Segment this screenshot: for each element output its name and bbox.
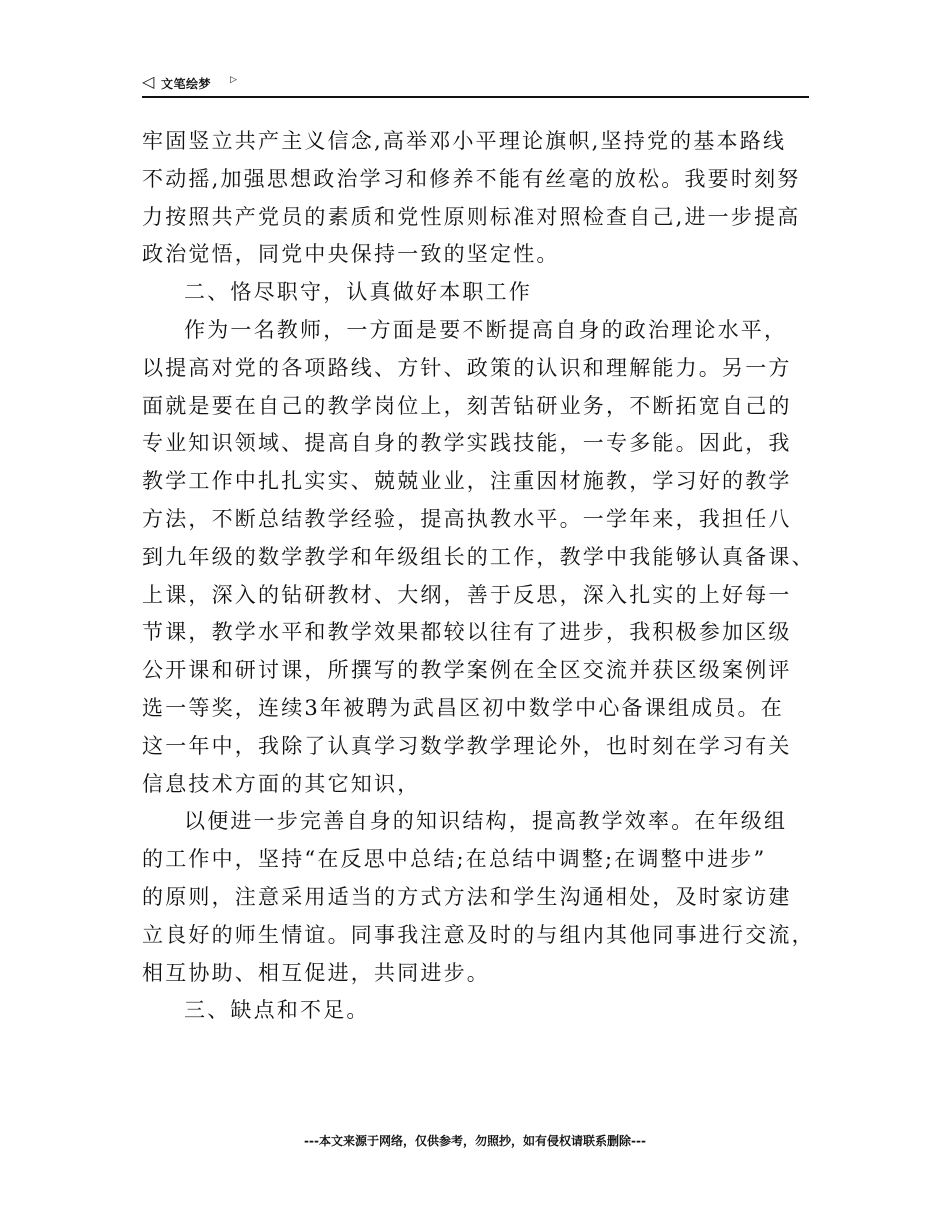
triangle-left-icon: ◁	[142, 72, 155, 91]
text-line: 这一年中，我除了认真学习数学教学理论外，也时刻在学习有关	[142, 733, 792, 758]
page-footer: ---本文来源于网络，仅供参考，勿照抄，如有侵权请联系删除---	[304, 1134, 646, 1148]
text-line: 的工作中，坚持“在反思中总结;在总结中调整;在调整中进步”	[142, 847, 767, 872]
text-line: 以便进一步完善自身的知识结构，提高教学效率。在年级组	[184, 809, 788, 834]
text-line: 信息技术方面的其它知识，	[142, 771, 421, 796]
text-line: 政治觉悟，同党中央保持一致的坚定性。	[142, 242, 560, 267]
text-line: 相互协助、相互促进，共同进步。	[142, 960, 490, 985]
text-line: 到九年级的数学教学和年级组长的工作，教学中我能够认真备课、	[142, 544, 815, 569]
text-line: 面就是要在自己的教学岗位上，刻苦钻研业务，不断拓宽自己的	[142, 393, 792, 418]
text-line: 选一等奖，连续3年被聘为武昌区初中数学中心备课组成员。在	[142, 695, 784, 720]
text-line: 教学工作中扎扎实实、兢兢业业，注重因材施教，学习好的教学	[142, 469, 792, 494]
text-line: 不动摇,加强思想政治学习和修养不能有丝毫的放松。我要时刻努	[142, 166, 801, 191]
text-line: 以提高对党的各项路线、方针、政策的认识和理解能力。另一方	[142, 355, 792, 380]
page-header	[142, 70, 809, 98]
text-line: 牢固竖立共产主义信念,高举邓小平理论旗帜,坚持党的基本路线	[142, 129, 787, 153]
text-line: 立良好的师生情谊。同事我注意及时的与组内其他同事进行交流，	[142, 922, 815, 947]
text-line: 节课，教学水平和教学效果都较以往有了进步，我积极参加区级	[142, 620, 792, 645]
text-line: 专业知识领域、提高自身的教学实践技能，一专多能。因此，我	[142, 431, 792, 456]
text-line: 方法，不断总结教学经验，提高执教水平。一学年来，我担任八	[142, 506, 792, 531]
document-body	[142, 123, 815, 1030]
text-line: 的原则，注意采用适当的方式方法和学生沟通相处，及时家访建	[142, 884, 792, 909]
text-line: 力按照共产党员的素质和党性原则标准对照检查自己,进一步提高	[142, 204, 801, 229]
section-heading: 三、缺点和不足。	[184, 998, 370, 1023]
text-line: 作为一名教师，一方面是要不断提高自身的政治理论水平，	[184, 317, 788, 342]
text-line: 上课，深入的钻研教材、大纲，善于反思，深入扎实的上好每一	[142, 582, 792, 607]
header-title: 文笔绘梦	[161, 77, 212, 91]
triangle-right-icon: ▷	[230, 75, 237, 85]
section-heading: 二、恪尽职守，认真做好本职工作	[184, 280, 532, 305]
text-line: 公开课和研讨课，所撰写的教学案例在全区交流并获区级案例评	[142, 658, 792, 683]
